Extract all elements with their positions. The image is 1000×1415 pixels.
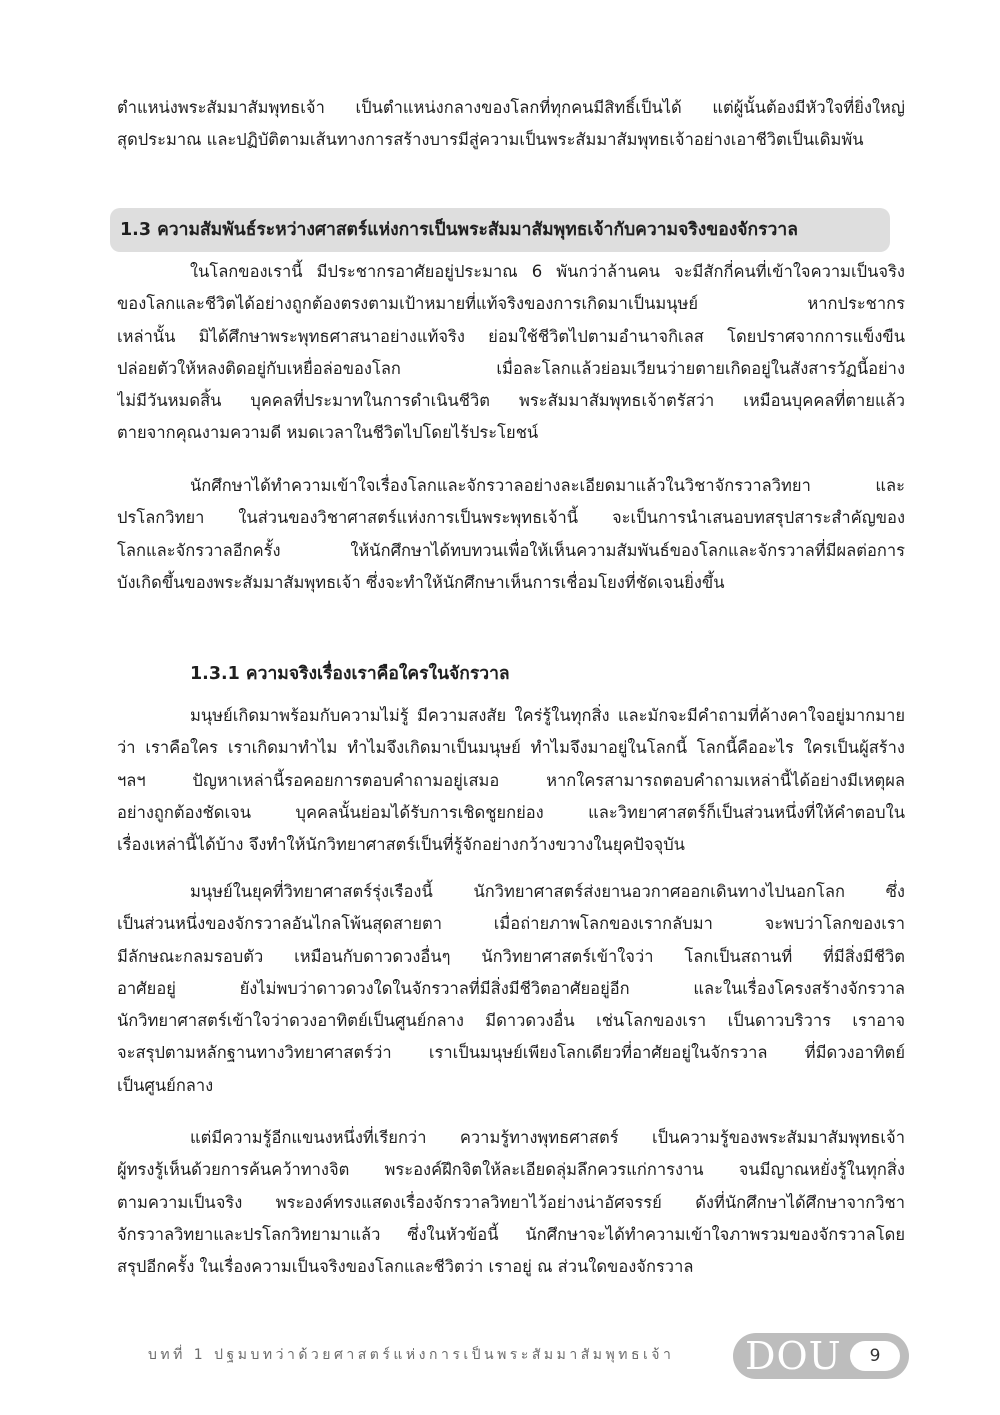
- text-line: ตำแหน่งพระสัมมาสัมพุทธเจ้า เป็นตำแหน่งกลางของโลกที่ทุกคนมีสิทธิ์เป็นได้ แต่ผู้นั้นต้องมีหัวใจที่ยิ่งใหญ่: [117, 98, 905, 117]
- text-line: เป็นศูนย์กลาง: [117, 1075, 214, 1095]
- text-line: เป็นส่วนหนึ่งของจักรวาลอันไกลโพ้นสุดสายตา เมื่อถ่ายภาพโลกของเรากลับมา จะพบว่าโลกของเรา: [117, 914, 905, 934]
- section-heading-bar: [110, 208, 890, 252]
- text-line: ปรโลกวิทยา ในส่วนของวิชาศาสตร์แห่งการเป็นพระพุทธเจ้านี้ จะเป็นการนำเสนอบทสรุปสาระสำคัญของ: [117, 508, 905, 528]
- text-line: สุดประมาณ และปฏิบัติตามเส้นทางการสร้างบารมีสู่ความเป็นพระสัมมาสัมพุทธเจ้าอย่างเอาชีวิตเป็นเดิมพัน: [117, 130, 864, 150]
- dou-logo: DOU: [745, 1334, 842, 1378]
- text-line: ว่า เราคือใคร เราเกิดมาทำไม ทำไมจึงเกิดมาเป็นมนุษย์ ทำไมจึงมาอยู่ในโลกนี้ โลกนี้คืออะไร ใครเป็นผู้สร้าง: [117, 738, 905, 758]
- subsection-paragraph: [117, 700, 905, 861]
- text-line: มนุษย์ในยุคที่วิทยาศาสตร์รุ่งเรืองนี้ นักวิทยาศาสตร์ส่งยานอวกาศออกเดินทางไปนอกโลก ซึ่ง: [190, 882, 905, 901]
- section-paragraph: [117, 470, 905, 599]
- text-line: อาศัยอยู่ ยังไม่พบว่าดาวดวงใดในจักรวาลที่มีสิ่งมีชีวิตอาศัยอยู่อีก และในเรื่องโครงสร้างจักรวาล: [117, 978, 905, 998]
- footer-badge: [733, 1333, 909, 1379]
- text-line: ฯลฯ ปัญหาเหล่านี้รอคอยการตอบคำถามอยู่เสมอ หากใครสามารถตอบคำถามเหล่านี้ได้อย่างมีเหตุผล: [117, 770, 905, 790]
- text-line: นักวิทยาศาสตร์เข้าใจว่าดวงอาทิตย์เป็นศูนย์กลาง มีดาวดวงอื่น เช่นโลกของเรา เป็นดาวบริวาร เราอาจ: [117, 1011, 905, 1031]
- subsection-paragraph: [117, 1122, 905, 1283]
- intro-paragraph: [117, 92, 905, 157]
- text-line: จะสรุปตามหลักฐานทางวิทยาศาสตร์ว่า เราเป็นมนุษย์เพียงโลกเดียวที่อาศัยอยู่ในจักรวาล ที่มีดวงอาทิตย์: [117, 1043, 905, 1063]
- text-line: อย่างถูกต้องชัดเจน บุคคลนั้นย่อมได้รับการเชิดชูยกย่อง และวิทยาศาสตร์ก็เป็นส่วนหนึ่งที่ให้คำตอบใน: [117, 802, 905, 822]
- subsection-title: 1.3.1 ความจริงเรื่องเราคือใครในจักรวาล: [190, 664, 510, 684]
- text-line: ปล่อยตัวให้หลงติดอยู่กับเหยื่อล่อของโลก เมื่อละโลกแล้วย่อมเวียนว่ายตายเกิดอยู่ในสังสารวัฏนี้อย่าง: [117, 358, 905, 378]
- text-line: ไม่มีวันหมดสิ้น บุคคลที่ประมาทในการดำเนินชีวิต พระสัมมาสัมพุทธเจ้าตรัสว่า เหมือนบุคคลที่ตายแล้ว: [117, 391, 905, 411]
- footer-chapter-title: บทที่ 1 ปฐมบทว่าด้วยศาสตร์แห่งการเป็นพระสัมมาสัมพุทธเจ้า: [148, 1347, 675, 1363]
- text-line: โลกและจักรวาลอีกครั้ง ให้นักศึกษาได้ทบทวนเพื่อให้เห็นความสัมพันธ์ของโลกและจักรวาลที่มีผลต่อการ: [117, 540, 905, 560]
- text-line: ในโลกของเรานี้ มีประชากรอาศัยอยู่ประมาณ 6 พันกว่าล้านคน จะมีสักกี่คนที่เข้าใจความเป็นจริง: [190, 262, 905, 281]
- text-line: ตามความเป็นจริง พระองค์ทรงแสดงเรื่องจักรวาลวิทยาไว้อย่างน่าอัศจรรย์ ดังที่นักศึกษาได้ศึกษาจากวิชา: [117, 1192, 905, 1212]
- text-line: สรุปอีกครั้ง ในเรื่องความเป็นจริงของโลกและชีวิตว่า เราอยู่ ณ ส่วนใดของจักรวาล: [117, 1257, 694, 1277]
- section-title: 1.3 ความสัมพันธ์ระหว่างศาสตร์แห่งการเป็นพระสัมมาสัมพุทธเจ้ากับความจริงของจักรวาล: [120, 220, 798, 240]
- text-line: มนุษย์เกิดมาพร้อมกับความไม่รู้ มีความสงสัย ใคร่รู้ในทุกสิ่ง และมักจะมีคำถามที่ค้างคาใจอยู่มากมาย: [190, 706, 905, 725]
- subsection-paragraph: [117, 876, 905, 1102]
- section-paragraph: [117, 256, 905, 450]
- text-line: ของโลกและชีวิตได้อย่างถูกต้องตรงตามเป้าหมายที่แท้จริงของการเกิดมาเป็นมนุษย์ หากประชากร: [117, 294, 905, 314]
- text-line: เหล่านั้น มิได้ศึกษาพระพุทธศาสนาอย่างแท้จริง ย่อมใช้ชีวิตไปตามอำนาจกิเลส โดยปราศจากการแข็งขืน: [117, 326, 905, 346]
- text-line: นักศึกษาได้ทำความเข้าใจเรื่องโลกและจักรวาลอย่างละเอียดมาแล้วในวิชาจักรวาลวิทยา และ: [190, 476, 905, 495]
- text-line: บังเกิดขึ้นของพระสัมมาสัมพุทธเจ้า ซึ่งจะทำให้นักศึกษาเห็นการเชื่อมโยงที่ชัดเจนยิ่งขึ้น: [117, 572, 725, 592]
- text-line: มีลักษณะกลมรอบตัว เหมือนกับดาวดวงอื่นๆ นักวิทยาศาสตร์เข้าใจว่า โลกเป็นสถานที่ ที่มีสิ่งมีชีวิต: [117, 946, 905, 966]
- text-line: ตายจากคุณงามความดี หมดเวลาในชีวิตไปโดยไร้ประโยชน์: [117, 423, 539, 443]
- text-line: แต่มีความรู้อีกแขนงหนึ่งที่เรียกว่า ความรู้ทางพุทธศาสตร์ เป็นความรู้ของพระสัมมาสัมพุทธเจ้า: [190, 1128, 905, 1147]
- text-line: เรื่องเหล่านี้ได้บ้าง จึงทำให้นักวิทยาศาสตร์เป็นที่รู้จักอย่างกว้างขวางในยุคปัจจุบัน: [117, 835, 685, 855]
- text-line: จักรวาลวิทยาและปรโลกวิทยามาแล้ว ซึ่งในหัวข้อนี้ นักศึกษาจะได้ทำความเข้าใจภาพรวมของจักรวาลโดย: [117, 1224, 905, 1244]
- text-line: ผู้ทรงรู้เห็นด้วยการค้นคว้าทางจิต พระองค์ฝึกจิตให้ละเอียดลุ่มลึกควรแก่การงาน จนมีญาณหยั่งรู้ในทุกสิ่ง: [117, 1160, 905, 1180]
- page-number: 9: [850, 1341, 900, 1371]
